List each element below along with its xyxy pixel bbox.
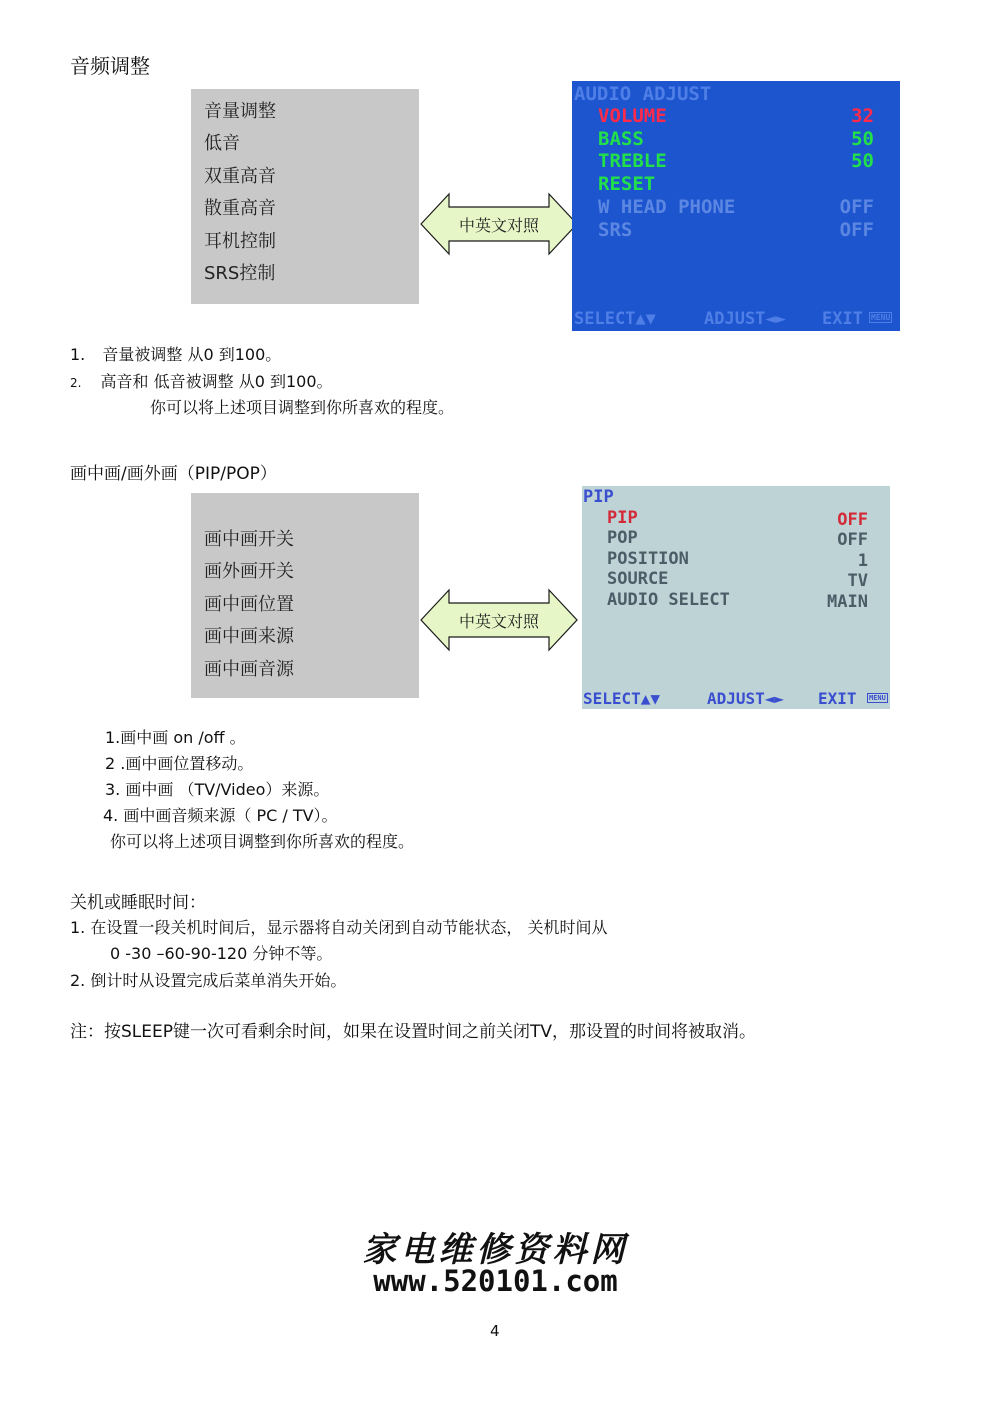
pip-menu-item: 画中画来源 (204, 626, 294, 647)
page-number: 4 (490, 1322, 500, 1340)
osd-value-headphone: OFF (839, 196, 874, 218)
audio-menu-item: 耳机控制 (204, 231, 276, 252)
pip-note-2: 2 .画中画位置移动。 (105, 754, 254, 773)
osd-footer-exit: EXIT (818, 689, 857, 708)
osd-value-source: TV (847, 571, 868, 591)
osd-value-treble: 50 (851, 150, 874, 172)
osd-title: PIP (583, 487, 614, 507)
audio-menu-item: 双重高音 (204, 166, 276, 187)
osd-footer-select: SELECT▲▼ (574, 309, 656, 329)
osd-item-volume: VOLUME (598, 105, 667, 127)
pip-compare-arrow (419, 588, 579, 652)
pip-note-1: 1.画中画 on /off 。 (105, 728, 246, 747)
audio-osd-screenshot (572, 81, 900, 331)
audio-menu-item: 音量调整 (204, 101, 276, 122)
osd-item-position: POSITION (607, 549, 689, 569)
pip-note-5: 你可以将上述项目调整到你所喜欢的程度。 (110, 832, 415, 851)
sleep-note: 注：按SLEEP键一次可看剩余时间，如果在设置时间之前关闭TV，那设置的时间将被取消。 (70, 1022, 757, 1042)
osd-item-pop: POP (607, 528, 638, 548)
osd-value-volume: 32 (851, 105, 874, 127)
note-number: 1. (70, 345, 86, 364)
audio-menu-item: 散重高音 (204, 198, 276, 219)
osd-footer-select: SELECT▲▼ (583, 689, 661, 708)
note-text: 音量被调整 从0 到100。 (102, 345, 282, 364)
osd-value-audio-select: MAIN (827, 592, 868, 612)
osd-item-bass: BASS (598, 128, 644, 150)
pip-menu-cn-box (191, 493, 419, 698)
watermark-chinese: 家电维修资料网 (362, 1230, 629, 1270)
pip-note-4: 4. 画中画音频来源（ PC / TV）。 (103, 806, 338, 825)
pip-heading: 画中画/画外画（PIP/POP） (70, 464, 277, 484)
osd-item-audio-select: AUDIO SELECT (607, 590, 730, 610)
osd-title: AUDIO ADJUST (574, 83, 712, 105)
osd-value-srs: OFF (839, 219, 874, 241)
osd-value-bass: 50 (851, 128, 874, 150)
osd-value-position: 1 (857, 551, 868, 571)
pip-osd-screenshot (582, 486, 890, 709)
pip-menu-item: 画外画开关 (204, 561, 294, 582)
audio-menu-item: SRS控制 (204, 263, 276, 284)
osd-item-source: SOURCE (607, 569, 669, 589)
sleep-heading: 关机或睡眠时间： (70, 893, 206, 913)
osd-item-treble: TREBLE (598, 150, 667, 172)
osd-item-reset: RESET (598, 173, 656, 195)
osd-value-pop: OFF (837, 530, 868, 550)
pip-menu-item: 画中画音源 (204, 659, 294, 680)
sleep-line-1: 1. 在设置一段关机时间后，显示器将自动关闭到自动节能状态， 关机时间从 (70, 918, 608, 937)
osd-footer-exit: EXIT (822, 309, 863, 329)
osd-item-srs: SRS (598, 219, 633, 241)
note-text: 高音和 低音被调整 从0 到100。 (100, 372, 333, 391)
audio-note-1 (70, 345, 281, 366)
pip-menu-item: 画中画开关 (204, 529, 294, 550)
audio-compare-arrow (419, 192, 579, 256)
audio-note-3: 你可以将上述项目调整到你所喜欢的程度。 (150, 398, 455, 417)
osd-footer-adjust: ADJUST◄► (707, 689, 785, 708)
audio-menu-cn-box (191, 89, 419, 304)
pip-compare-label: 中英文对照 (458, 612, 539, 631)
audio-heading: 音频调整 (70, 54, 150, 78)
menu-key-icon: MENU (869, 694, 886, 702)
audio-compare-label: 中英文对照 (458, 216, 539, 235)
sleep-line-3: 2. 倒计时从设置完成后菜单消失开始。 (70, 971, 347, 990)
pip-menu-item: 画中画位置 (204, 594, 294, 615)
menu-key-icon: MENU (871, 313, 891, 322)
osd-item-pip: PIP (607, 508, 638, 528)
audio-note-2 (70, 372, 333, 393)
audio-menu-item: 低音 (204, 133, 240, 154)
pip-note-3: 3. 画中画 （TV/Video）来源。 (105, 780, 330, 799)
note-number: 2. (70, 376, 82, 390)
osd-value-pip: OFF (837, 510, 868, 530)
osd-footer-adjust: ADJUST◄► (704, 309, 786, 329)
watermark-url: www.520101.com (373, 1264, 618, 1298)
osd-item-headphone: W HEAD PHONE (598, 196, 736, 218)
sleep-line-2: 0 -30 –60-90-120 分钟不等。 (110, 944, 333, 963)
